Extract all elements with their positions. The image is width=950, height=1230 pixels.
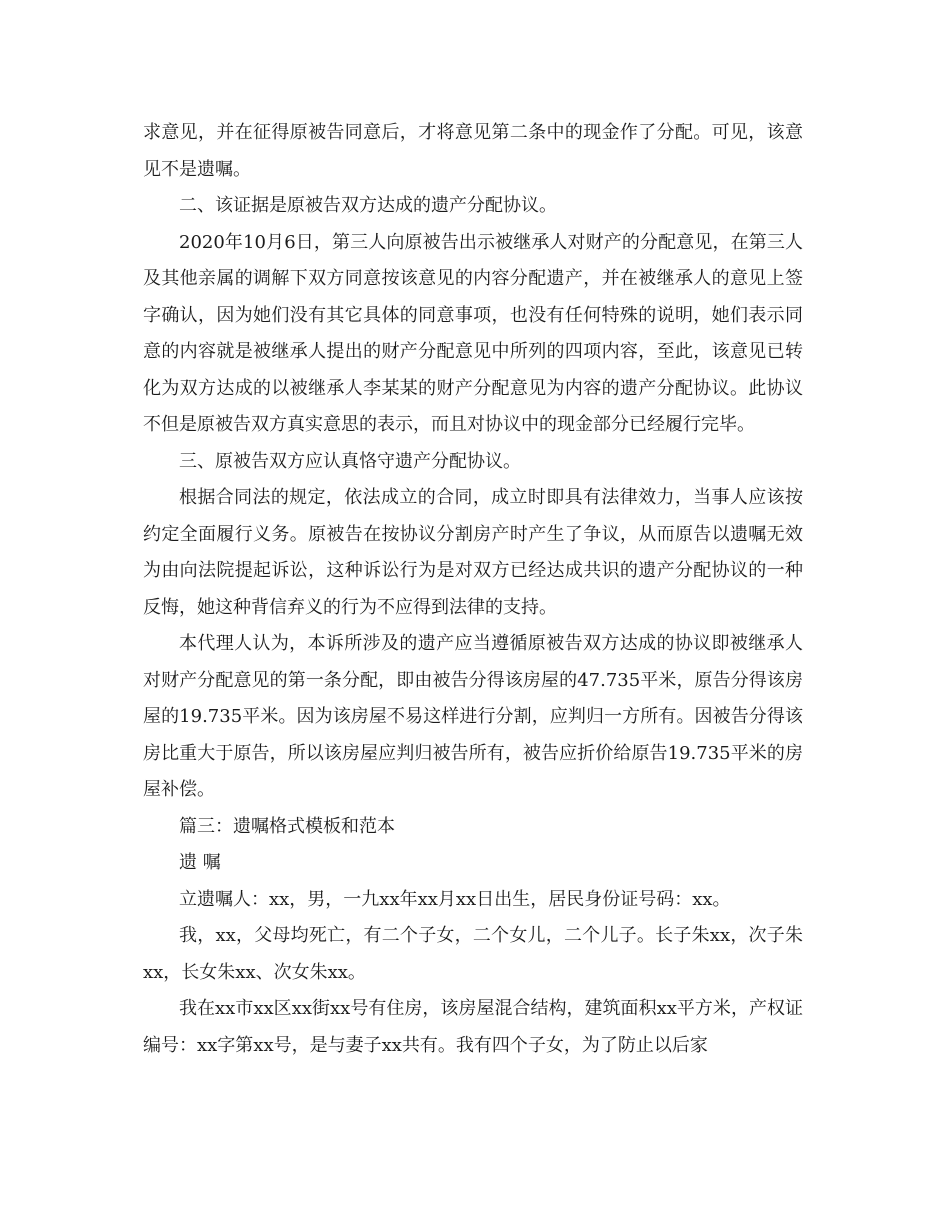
paragraph: 根据合同法的规定，依法成立的合同，成立时即具有法律效力，当事人应该按约定全面履行义务。原被告在按协议分割房产时产生了争议，从而原告以遗嘱无效为由向法院提起诉讼，这种诉讼行为是对双方已经达成共识的遗产分配协议的一种反悔，她这种背信弃义的行为不应得到法律的支持。 [143, 487, 803, 618]
article-heading: 篇三：遗嘱格式模板和范本 [179, 815, 395, 837]
section-heading-2: 二、该证据是原被告双方达成的遗产分配协议。 [179, 195, 557, 216]
document-body [143, 115, 803, 1064]
paragraph: 2020年10月6日，第三人向原被告出示被继承人对财产的分配意见，在第三人及其他亲属的调解下双方同意按该意见的内容分配遗产，并在被继承人的意见上签字确认，因为她们没有其它具体的同意事项，也没有任何特殊的说明，她们表示同意的内容就是被继承人提出的财产分配意见中所列的四项内容，至此，该意见已转化为双方达成的以被继承人李某某的财产分配意见为内容的遗产分配协议。此协议不但是原被告双方真实意思的表示，而且对协议中的现金部分已经履行完毕。 [143, 231, 803, 435]
section-heading-3: 三、原被告双方应认真恪守遗产分配协议。 [179, 450, 521, 472]
paragraph: 本代理人认为，本诉所涉及的遗产应当遵循原被告双方达成的协议即被继承人对财产分配意见的第一条分配，即由被告分得该房屋的47.735平米，原告分得该房屋的19.735平米。因为该房屋不易这样进行分割，应判归一方所有。因被告分得该房比重大于原告，所以该房屋应判归被告所有，被告应折价给原告19.735平米的房屋补偿。 [143, 633, 803, 800]
paragraph: 我在xx市xx区xx街xx号有住房，该房屋混合结构，建筑面积xx平方米，产权证编号：xx字第xx号，是与妻子xx共有。我有四个子女，为了防止以后家 [143, 998, 803, 1056]
paragraph: 立遗嘱人：xx，男，一九xx年xx月xx日出生，居民身份证号码：xx。 [179, 888, 731, 910]
paragraph: 求意见，并在征得原被告同意后，才将意见第二条中的现金作了分配。可见，该意见不是遗嘱。 [143, 122, 803, 180]
paragraph: 我，xx，父母均死亡，有二个子女，二个女儿，二个儿子。长子朱xx，次子朱xx，长女朱xx、次女朱xx。 [143, 925, 803, 983]
will-title: 遗 嘱 [179, 852, 221, 873]
